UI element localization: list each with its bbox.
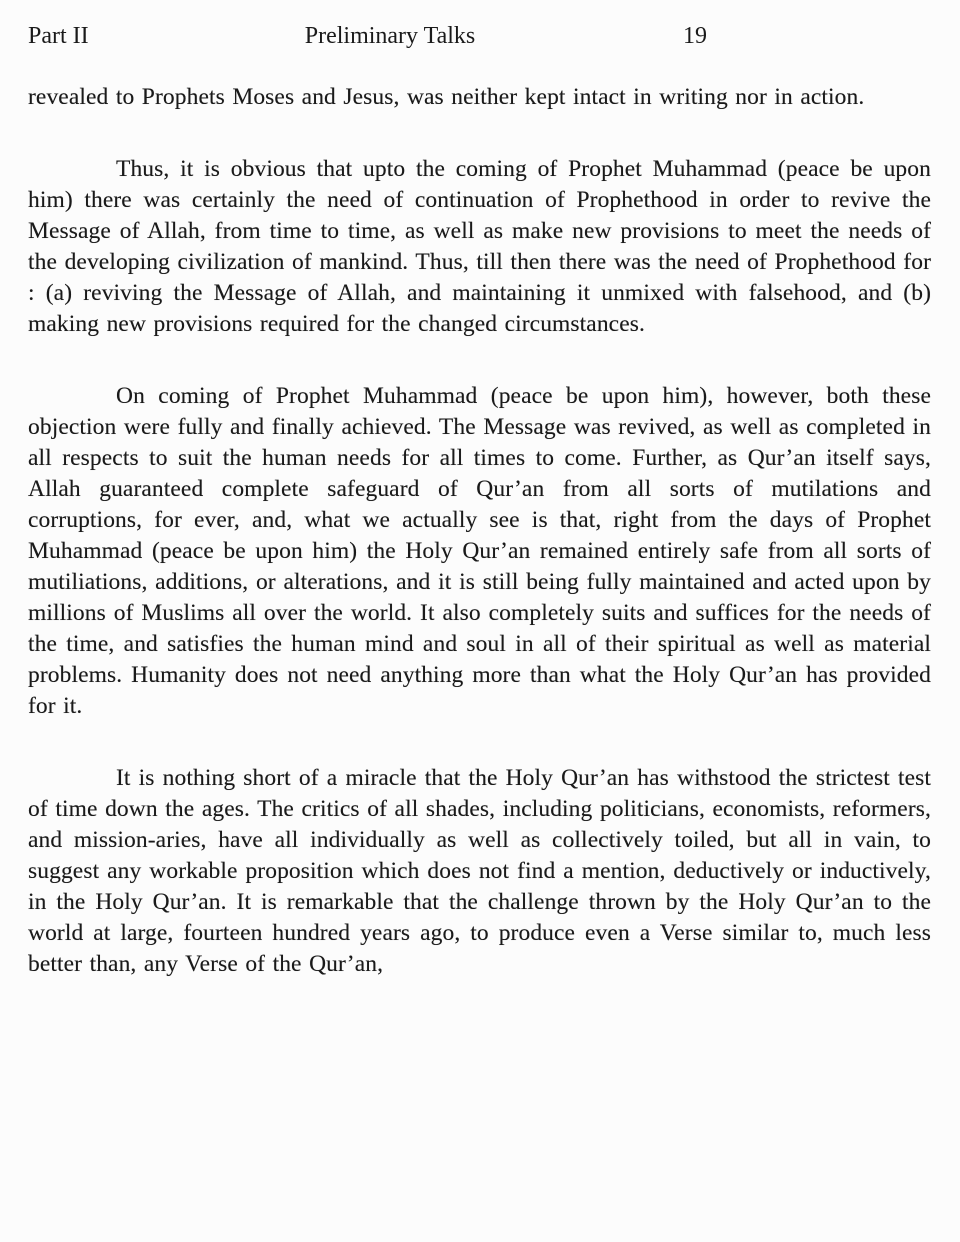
- paragraph-continuation: revealed to Prophets Moses and Jesus, was neither kept intact in writing nor in action.: [28, 84, 865, 110]
- page-body-text: [28, 82, 931, 980]
- paragraph: Thus, it is obvious that upto the coming of Prophet Muhammad (peace be upon him) there was certainly the need of continuation of Prophethood in order to revive the Message of Allah, from time to time, as well as make new provisions to meet the needs of the developing civilization of mankind. Thus, till then there was the need of Prophethood for : (a) reviving the Message of Allah, and maintaining it unmixed with falsehood, and (b) making new provisions required for the changed circumstances.: [28, 156, 931, 337]
- header-part-label: Part II: [28, 23, 89, 49]
- header-page-number: 19: [683, 23, 707, 49]
- header-chapter-title: Preliminary Talks: [304, 23, 476, 49]
- paragraph: On coming of Prophet Muhammad (peace be upon him), however, both these objection were fully and finally achieved. The Message was revived, as well as completed in all respects to suit the human needs for all times to come. Further, as Qur’an itself says, Allah guaranteed complete safeguard of Qur’an from all sorts of mutilations and corruptions, for ever, and, what we actually see is that, right from the days of Prophet Muhammad (peace be upon him) the Holy Qur’an remained entirely safe from all sorts of mutiliations, additions, or alterations, and it is still being fully maintained and acted upon by millions of Muslims all over the world. It also completely suits and suffices for the needs of the time, and satisfies the human mind and soul in all of their spiritual as well as material problems. Humanity does not need anything more than what the Holy Qur’an has provided for it.: [28, 383, 931, 719]
- paragraph: It is nothing short of a miracle that the Holy Qur’an has withstood the strictest test of time down the ages. The critics of all shades, including politicians, economists, reformers, and mission-aries, have all individually as well as collectively toiled, but all in vain, to suggest any workable proposition which does not find a mention, deductively or inductively, in the Holy Qur’an. It is remarkable that the challenge thrown by the Holy Qur’an to the world at large, fourteen hundred years ago, to produce even a Verse similar to, much less better than, any Verse of the Qur’an,: [28, 765, 931, 977]
- running-header: [0, 20, 960, 52]
